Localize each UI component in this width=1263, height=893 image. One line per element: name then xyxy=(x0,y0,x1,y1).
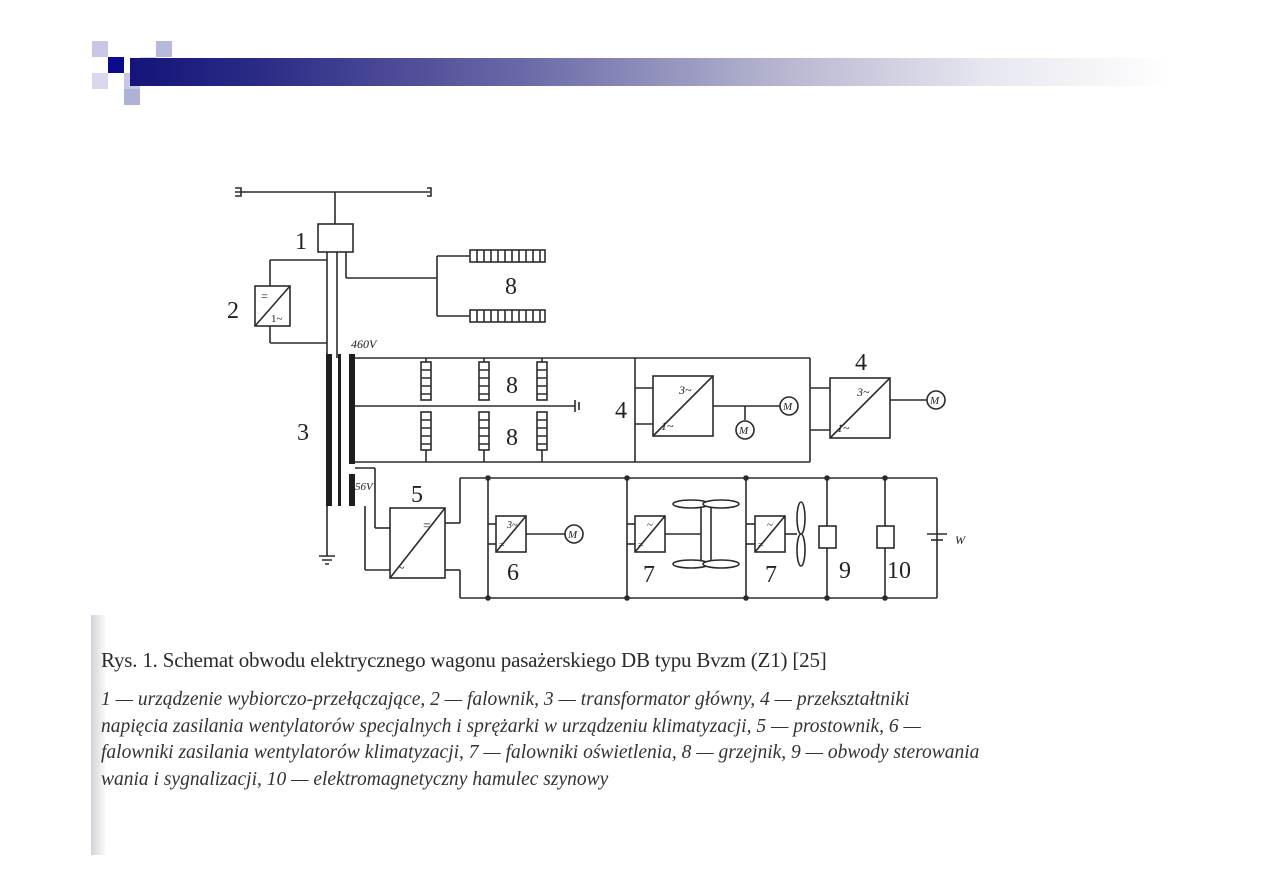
legend-line-4: wania i sygnalizacji, 10 — elektromagnetyczny hamulec szynowy xyxy=(101,768,609,790)
heater-8-bank xyxy=(421,358,547,462)
svg-text:3~: 3~ xyxy=(857,385,870,399)
logo-square-mid xyxy=(156,41,172,57)
svg-text:~: ~ xyxy=(647,519,653,531)
label-4-first: 4 xyxy=(615,398,627,424)
logo-square-light-2 xyxy=(92,73,108,89)
svg-text:3~: 3~ xyxy=(507,520,518,531)
label-7-first: 7 xyxy=(643,562,655,588)
label-6: 6 xyxy=(507,560,519,586)
svg-text:=: = xyxy=(499,540,505,551)
svg-text:~: ~ xyxy=(397,561,405,576)
label-10: 10 xyxy=(887,558,911,584)
svg-text:M: M xyxy=(568,529,578,541)
logo-square-dark xyxy=(108,57,124,73)
label-8-top: 8 xyxy=(505,274,517,300)
svg-text:M: M xyxy=(739,425,749,437)
logo-square-light-5 xyxy=(124,89,140,105)
svg-text:=: = xyxy=(638,540,644,551)
heater-8-top xyxy=(470,250,545,322)
svg-text:1~: 1~ xyxy=(661,419,674,433)
svg-text:M: M xyxy=(930,395,940,407)
legend-line-2: napięcia zasilania wentylatorów specjalnych i sprężarki w urządzeniu klimatyzacji, 5 — prostownik, 6 — xyxy=(101,715,921,737)
svg-text:=: = xyxy=(423,519,431,534)
label-7-second: 7 xyxy=(765,562,777,588)
inverter-7-first xyxy=(627,500,739,588)
battery-w xyxy=(927,533,966,547)
header-gradient-bar xyxy=(130,58,1170,86)
svg-text:1~: 1~ xyxy=(271,313,283,325)
label-3: 3 xyxy=(297,420,309,446)
label-5: 5 xyxy=(411,482,423,508)
label-56v: 56V xyxy=(355,481,373,493)
legend-line-1: 1 — urządzenie wybiorczo-przełączające, 2 — falownik, 3 — transformator główny, 4 — przekształtniki xyxy=(101,689,910,710)
bus-dc xyxy=(460,476,937,600)
svg-text:=: = xyxy=(261,289,268,303)
rail-brake-10 xyxy=(877,526,911,584)
legend-line-3: falowniki zasilania wentylatorów klimatyzacji, 7 — falowniki oświetlenia, 8 — grzejnik, 9 — obwody sterowania xyxy=(101,742,980,763)
svg-text:~: ~ xyxy=(767,519,773,531)
figure-caption-legend xyxy=(101,687,1161,793)
svg-text:=: = xyxy=(758,540,764,551)
label-1: 1 xyxy=(295,229,307,255)
label-w: W xyxy=(955,533,965,547)
label-2: 2 xyxy=(227,298,239,324)
inverter-6 xyxy=(488,516,583,586)
figure-caption-title: Rys. 1. Schemat obwodu elektrycznego wagonu pasażerskiego DB typu Bvzm (Z1) [25] xyxy=(101,648,827,672)
inverter-2 xyxy=(227,286,327,343)
main-transformer-3 xyxy=(297,337,378,564)
converter-4-fans xyxy=(810,350,945,462)
svg-text:3~: 3~ xyxy=(679,383,692,397)
converter-4-compressor xyxy=(615,358,798,462)
label-460v: 460V xyxy=(351,337,377,351)
svg-text:M: M xyxy=(783,401,793,413)
svg-text:1~: 1~ xyxy=(837,421,850,435)
circuit-diagram xyxy=(215,178,975,608)
control-circuits-9 xyxy=(819,526,851,584)
logo-square-light-1 xyxy=(92,41,108,57)
label-4-second: 4 xyxy=(855,350,867,376)
top-supply-line xyxy=(235,188,431,224)
inverter-7-second xyxy=(746,502,805,588)
label-9: 9 xyxy=(839,558,851,584)
label-8-mid-2: 8 xyxy=(506,425,518,451)
label-8-mid-1: 8 xyxy=(506,373,518,399)
